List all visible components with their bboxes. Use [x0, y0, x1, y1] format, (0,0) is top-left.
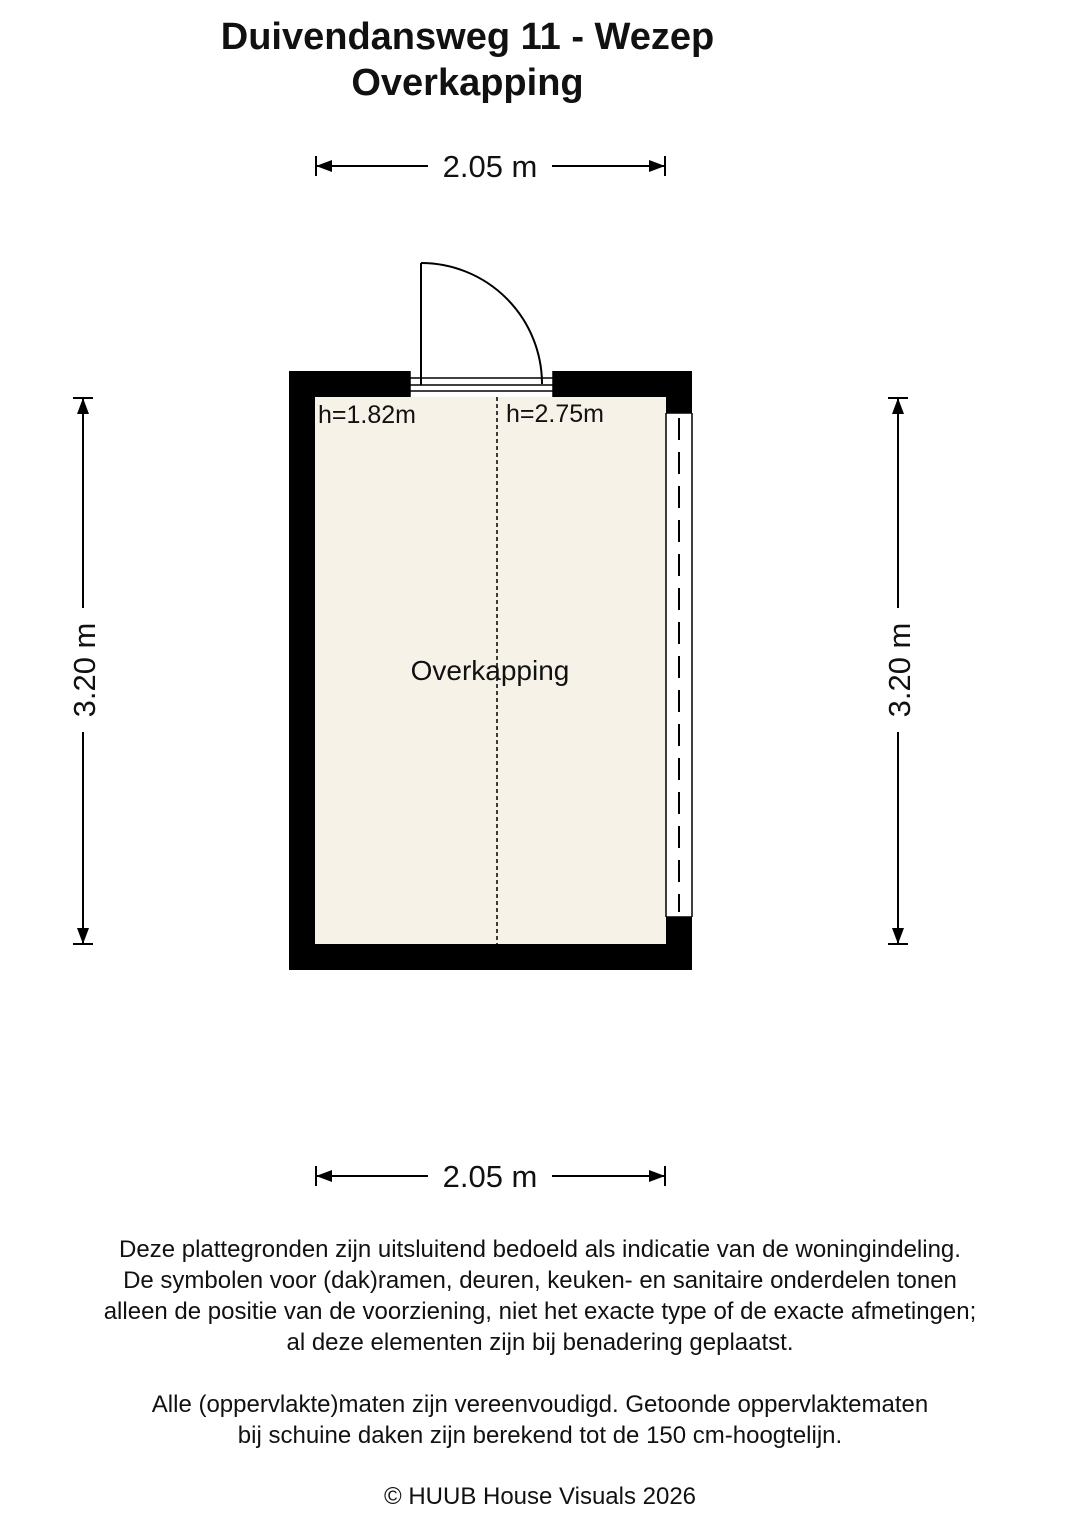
- right-dimension: [882, 398, 917, 944]
- right-dimension-label: 3.20 m: [882, 622, 917, 718]
- height-label-left: h=1.82m: [318, 401, 416, 429]
- copyright: © HUUB House Visuals 2026: [383, 1483, 697, 1510]
- disclaimer-line: alleen de positie van de voorziening, niet het exacte type of de exacte afmetingen;: [103, 1298, 977, 1325]
- top-dimension-label: 2.05 m: [442, 149, 538, 184]
- height-label-right: h=2.75m: [506, 400, 604, 428]
- left-dimension-label: 3.20 m: [67, 622, 102, 718]
- top-dimension: [316, 149, 665, 184]
- bottom-dimension-label: 2.05 m: [442, 1159, 538, 1194]
- disclaimer-paragraph-1: [0, 1234, 1080, 1358]
- disclaimer-line: bij schuine daken zijn berekend tot de 150 cm-hoogtelijn.: [237, 1422, 843, 1449]
- disclaimer-line: Deze plattegronden zijn uitsluitend bedoeld als indicatie van de woningindeling.: [119, 1236, 961, 1263]
- page-subtitle: Overkapping: [351, 62, 584, 104]
- door-swing-icon: [421, 263, 542, 385]
- left-dimension: [67, 398, 102, 944]
- bottom-dimension: [316, 1159, 665, 1194]
- disclaimer-line: Alle (oppervlakte)maten zijn vereenvoudigd. Getoonde oppervlaktematen: [151, 1391, 929, 1418]
- disclaimer-line: De symbolen voor (dak)ramen, deuren, keuken- en sanitaire onderdelen tonen: [123, 1267, 957, 1294]
- page-title: Duivendansweg 11 - Wezep: [220, 16, 715, 58]
- disclaimer-paragraph-2: [0, 1389, 1080, 1451]
- room-label: Overkapping: [410, 655, 570, 686]
- door-opening: [410, 371, 553, 397]
- disclaimer-line: al deze elementen zijn bij benadering geplaatst.: [286, 1329, 794, 1356]
